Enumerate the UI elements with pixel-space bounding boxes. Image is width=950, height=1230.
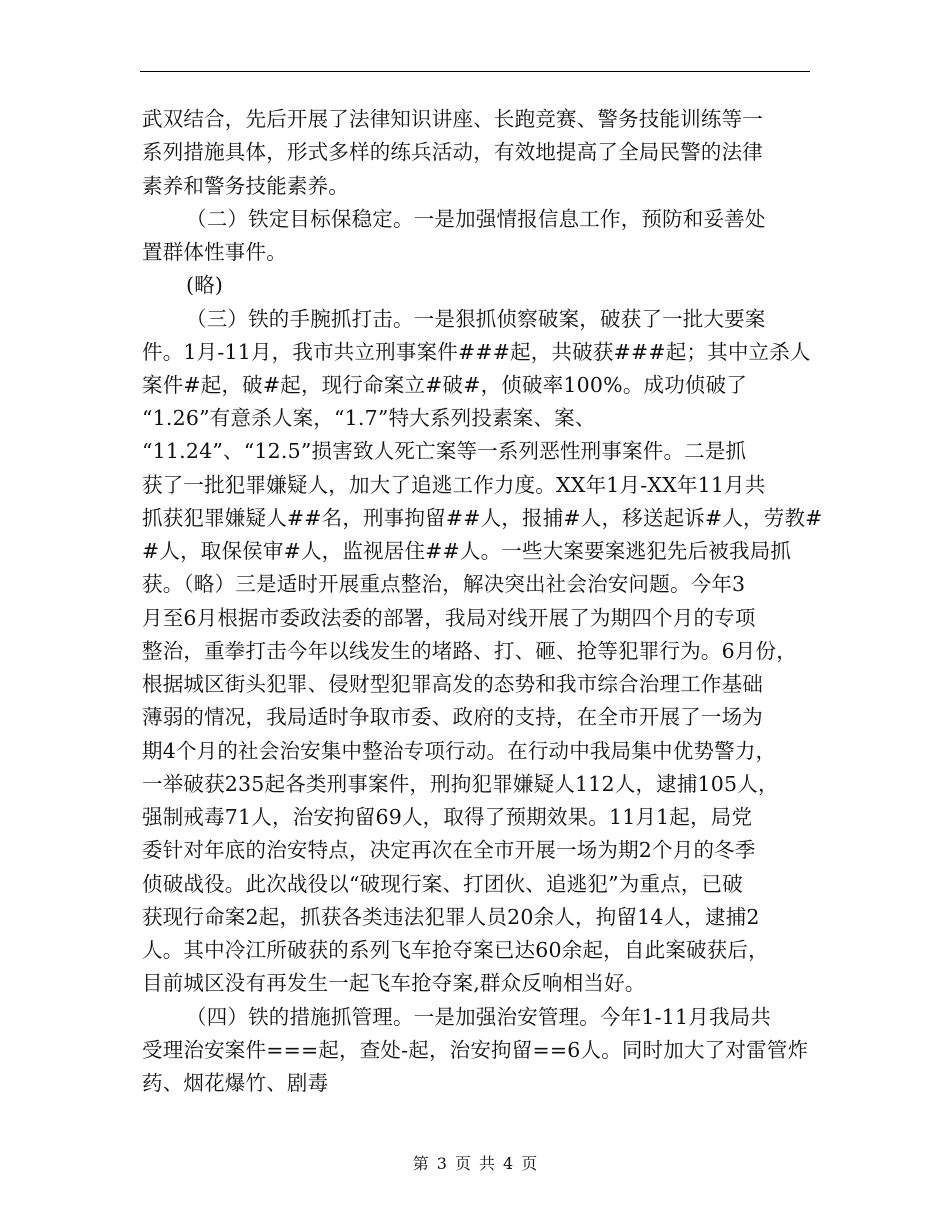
text-line: 根据城区街头犯罪、侵财型犯罪高发的态势和我市综合治理工作基础 bbox=[142, 672, 763, 696]
text-line: （三）铁的手腕抓打击。一是狠抓侦察破案，破获了一批大要案 bbox=[186, 307, 766, 331]
text-line: 武双结合，先后开展了法律知识讲座、长跑竞赛、警务技能训练等一 bbox=[142, 107, 763, 131]
text-line: 侦破战役。此次战役以“破现行案、打团伙、追逃犯”为重点，已破 bbox=[142, 872, 743, 896]
text-line: 月至6月根据市委政法委的部署，我局对线开展了为期四个月的专项 bbox=[142, 606, 756, 630]
page-footer bbox=[0, 1152, 950, 1176]
text-line: 获。（略）三是适时开展重点整治，解决突出社会治安问题。今年3 bbox=[142, 572, 746, 596]
text-line: 目前城区没有再发生一起飞车抢夺案,群众反响相当好。 bbox=[142, 971, 646, 995]
footer-word: 共 bbox=[479, 1154, 496, 1173]
text-line: 系列措施具体，形式多样的练兵活动，有效地提高了全局民警的法律 bbox=[142, 140, 763, 164]
text-line: （二）铁定目标保稳定。一是加强情报信息工作，预防和妥善处 bbox=[186, 207, 766, 231]
text-line: 件。1月-11月，我市共立刑事案件###起，共破获###起；其中立杀人 bbox=[142, 340, 811, 364]
text-line: (略) bbox=[186, 273, 224, 297]
text-line: 薄弱的情况，我局适时争取市委、政府的支持，在全市开展了一场为 bbox=[142, 705, 763, 729]
text-line: 案件#起，破#起，现行命案立#破#，侦破率100%。成功侦破了 bbox=[142, 373, 748, 397]
text-line: “1.26”有意杀人案，“1.7”特大系列投素案、案、 bbox=[142, 406, 596, 430]
footer-word: 第 bbox=[412, 1154, 429, 1173]
text-line: 置群体性事件。 bbox=[142, 240, 287, 264]
text-line: 抓获犯罪嫌疑人##名，刑事拘留##人，报捕#人，移送起诉#人，劳教# bbox=[142, 506, 823, 530]
text-line: 强制戒毒71人，治安拘留69人，取得了预期效果。11月1起，局党 bbox=[142, 805, 753, 829]
text-line: 获了一批犯罪嫌疑人，加大了追逃工作力度。XX年1月-XX年11月共 bbox=[142, 473, 766, 497]
text-line: “11.24”、“12.5”损害致人死亡案等一系列恶性刑事案件。二是抓 bbox=[142, 439, 747, 463]
current-page-number: 3 bbox=[436, 1154, 447, 1173]
total-page-count: 4 bbox=[503, 1154, 514, 1173]
text-line: 获现行命案2起，抓获各类违法犯罪人员20余人，拘留14人，逮捕2 bbox=[142, 905, 760, 929]
text-line: （四）铁的措施抓管理。一是加强治安管理。今年1-11月我局共 bbox=[186, 1005, 772, 1029]
text-line: 人。其中冷江所破获的系列飞车抢夺案已达60余起，自此案破获后， bbox=[142, 938, 769, 962]
text-line: 素养和警务技能素养。 bbox=[142, 174, 349, 198]
footer-word: 页 bbox=[454, 1154, 471, 1173]
footer-word: 页 bbox=[521, 1154, 538, 1173]
text-line: #人，取保侯审#人，监视居住##人。一些大案要案逃犯先后被我局抓 bbox=[142, 539, 792, 563]
text-line: 期4个月的社会治安集中整治专项行动。在行动中我局集中优势警力， bbox=[142, 739, 777, 763]
text-line: 整治，重拳打击今年以线发生的堵路、打、砸、抢等犯罪行为。6月份， bbox=[142, 639, 797, 663]
text-line: 委针对年底的治安特点，决定再次在全市开展一场为期2个月的冬季 bbox=[142, 838, 756, 862]
text-line: 受理治安案件===起，查处-起，治安拘留==6人。同时加大了对雷管炸 bbox=[142, 1038, 809, 1062]
header-rule bbox=[140, 71, 810, 72]
text-line: 一举破获235起各类刑事案件，刑拘犯罪嫌疑人112人，逮捕105人， bbox=[142, 772, 779, 796]
text-line: 药、烟花爆竹、剧毒 bbox=[142, 1071, 329, 1095]
